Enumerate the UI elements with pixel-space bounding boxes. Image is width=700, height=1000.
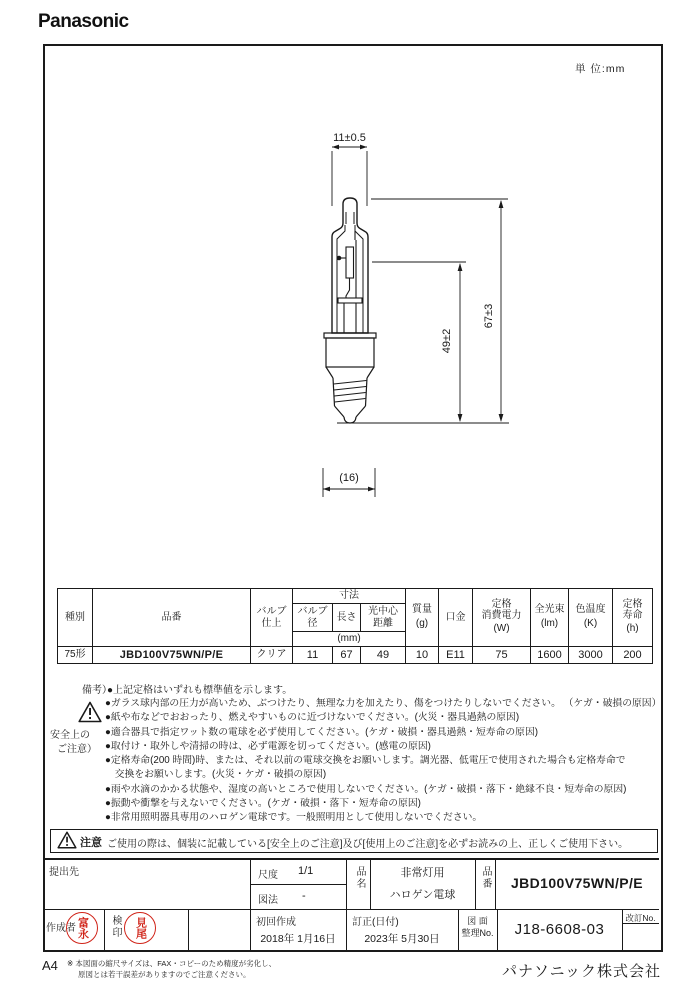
value-part-no: JBD100V75WN/P/E	[93, 647, 251, 664]
scale-projection-divider	[250, 884, 346, 885]
safety-label-line2: ご注意）	[57, 744, 97, 755]
lamp-base	[324, 333, 376, 423]
paper-size-label: A4	[42, 958, 58, 973]
dim-base-diameter: (16)	[339, 472, 359, 484]
safety-label-line1: 安全上の	[50, 730, 90, 741]
drawing-no-label	[458, 915, 497, 939]
safety-bullet: ●紙や布などでおおったり、燃えやすいものに近づけないでください。(火災・器具過熱の原因)	[105, 712, 520, 724]
panasonic-logo: Panasonic	[38, 11, 129, 32]
value-finish: クリア	[251, 647, 293, 664]
bulb-outline	[332, 198, 368, 333]
value-dia: 11	[293, 647, 333, 664]
col-header-base: 口金	[439, 589, 473, 647]
drawing-no-label-l2: 整理No.	[461, 928, 494, 938]
unit-note: 単 位:mm	[575, 63, 626, 75]
dim-light-center-length: 49±2	[441, 328, 453, 354]
tb-vline	[188, 909, 189, 950]
tb-vline	[475, 858, 476, 910]
caution-triangle-icon	[57, 831, 77, 849]
warning-triangle-icon	[78, 701, 102, 723]
value-flux: 1600	[531, 647, 569, 664]
footer-note	[67, 958, 276, 980]
tb-vline	[104, 909, 105, 950]
part-no-value: JBD100V75WN/P/E	[510, 875, 644, 891]
safety-bullet: ●振動や衝撃を与えないでください。(ケガ・破損・落下・短寿命の原因)	[105, 798, 421, 810]
drawing-no: J18-6608-03	[514, 921, 605, 938]
col-header-bulb-dia: バルブ 径	[293, 604, 333, 632]
company-name: パナソニック株式会社	[502, 963, 661, 980]
check-label: 検印	[110, 915, 121, 939]
col-header-part-no: 品番	[93, 589, 251, 647]
value-watt: 75	[473, 647, 531, 664]
footer-note-line1: ※ 本図面の縮尺サイズは、FAX・コピーのため精度が劣化し、	[67, 959, 277, 968]
safety-bullet: ●定格寿命(200 時間)時、または、それ以前の電球交換をお願いします。調光器、低電圧で使用された場合も定格寿命で	[105, 755, 626, 767]
spec-table	[57, 588, 653, 664]
lamp-drawing	[270, 120, 565, 510]
safety-bullet-list	[105, 697, 662, 826]
caution-label: 注意	[80, 837, 102, 849]
product-name-line1: 非常灯用	[400, 867, 445, 879]
drawing-no-label-l1: 図 面	[467, 916, 488, 926]
revision-date: 2023年 5月30日	[364, 933, 440, 945]
part-no-label: 品番	[480, 866, 491, 890]
product-name-label: 品名	[354, 866, 365, 890]
remark-label: 備考）	[82, 685, 112, 696]
caution-text: ご使用の際は、個装に記載している[安全上のご注意]及び[使用上のご注意]を必ずお読みの上、正しくご使用下さい。	[107, 839, 629, 850]
col-header-mass: 質量 (g)	[406, 589, 439, 647]
value-length: 67	[333, 647, 361, 664]
title-block-row-divider	[43, 909, 659, 910]
footer-note-line2: 原図とは若干誤差がありますのでご注意ください。	[78, 970, 251, 979]
check-stamp: 見尾	[124, 912, 156, 944]
col-header-type: 種別	[58, 589, 93, 647]
col-header-color-temp: 色温度 (K)	[569, 589, 613, 647]
submit-to-label: 提出先	[49, 867, 79, 878]
finish-l1: バルブ	[256, 606, 287, 617]
value-mass: 10	[406, 647, 439, 664]
safety-bullet: ●雨や水滴のかかる状態や、湿度の高いところで使用しないでください。(ケガ・破損・落下・絶縁不良・短寿命の原因)	[105, 783, 627, 795]
col-header-length: 長さ	[333, 604, 361, 632]
title-block-top-border	[43, 858, 659, 860]
author-stamp: 富永	[66, 912, 98, 944]
projection-label: 図法	[258, 895, 278, 906]
value-color-temp: 3000	[569, 647, 613, 664]
scale-label: 尺度	[258, 870, 278, 881]
projection-value: -	[302, 890, 306, 902]
first-issue-label: 初回作成	[256, 917, 296, 928]
dim-bulb-diameter: 11±0.5	[333, 132, 366, 144]
dim-overall-length: 67±3	[483, 303, 495, 329]
scale-value: 1/1	[298, 865, 314, 877]
value-type: 75形	[58, 647, 93, 664]
product-name-line2: ハロゲン電球	[389, 889, 456, 901]
safety-bullet: ●適合器具で指定ワット数の電球を必ず使用してください。(ケガ・破損・器具過熱・短寿命の原因)	[105, 726, 539, 738]
safety-bullet: ●非常用照明器具専用のハロゲン電球です。一般照明用として使用しないでください。	[105, 812, 483, 824]
author-label: 作成者	[46, 923, 76, 934]
col-header-lcl: 光中心 距離	[361, 604, 406, 632]
finish-l2: 仕上	[261, 617, 282, 629]
first-issue-date: 2018年 1月16日	[260, 933, 336, 945]
safety-bullet: ●取付け・取外しや清掃の時は、必ず電源を切ってください。(感電の原因)	[105, 740, 431, 752]
safety-bullet: 交換をお願いします。(火災・ケガ・破損の原因)	[105, 769, 327, 781]
safety-bullet: ●ガラス球内部の圧力が高いため、ぶつけたり、無理な力を加えたり、傷をつけたりしないでください。 （ケガ・破損の原因）	[105, 698, 662, 709]
col-header-flux: 全光束 (lm)	[531, 589, 569, 647]
value-base: E11	[439, 647, 473, 664]
dimension-labels	[333, 132, 495, 484]
value-lcl: 49	[361, 647, 406, 664]
col-header-watt: 定格 消費電力 (W)	[473, 589, 531, 647]
col-header-life: 定格 寿命 (h)	[613, 589, 653, 647]
col-header-finish	[251, 589, 293, 647]
rev-no-label: 改訂No.	[625, 913, 656, 923]
value-life: 200	[613, 647, 653, 664]
unit-mm: (mm)	[293, 632, 406, 647]
remark-text: ●上記定格はいずれも標準値を示します。	[107, 685, 293, 696]
revision-date-label: 訂正(日付)	[352, 917, 399, 928]
col-header-dimensions: 寸法	[293, 589, 406, 604]
